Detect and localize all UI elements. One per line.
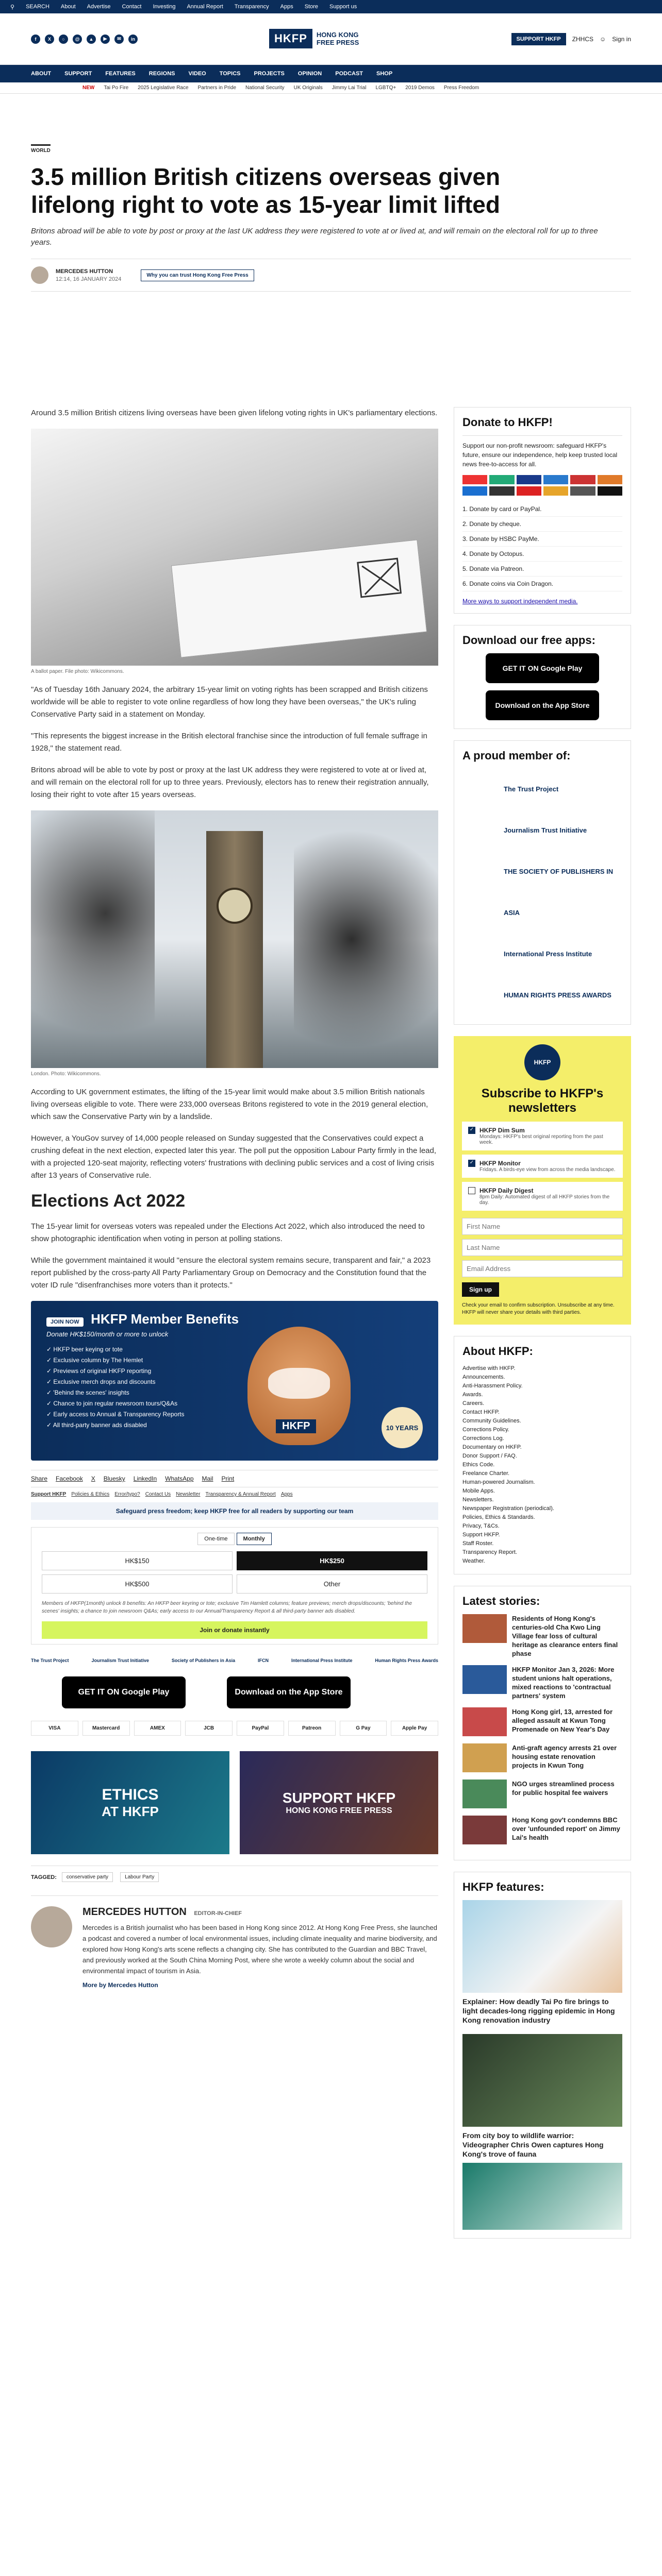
topbar-apps[interactable]: Apps [280,4,293,10]
logo-mark: HKFP [269,29,312,48]
article-footer-links [31,1492,438,1497]
about-link[interactable]: Advertise with HKFP. [462,1365,516,1371]
facebook-icon[interactable]: f [31,35,40,44]
footer-link[interactable]: Support HKFP [31,1492,67,1497]
google-play-button[interactable]: GET IT ON Google Play [62,1676,186,1708]
nav-opinion[interactable]: OPINION [297,71,322,77]
paragraph: However, a YouGov survey of 14,000 people released on Sunday suggested that the Conservatives could expect a crushing defeat in the next election, expected later this year. The poll put the opposition Labour Party firmly in the lead, with a projected 120-seat majority, reflecting voters' frustrations with declining public services and a cost of living crisis after 13 years of Conservative rule. [31,1134,437,1180]
donate-method[interactable]: 6. Donate coins via Coin Dragon. [462,577,622,591]
feature-image[interactable] [462,2034,622,2127]
ballot-cross-b [365,562,396,595]
credibility-badges [31,1658,438,1663]
user-icon[interactable]: ☺ [600,36,606,43]
app-store-row [62,1676,438,1708]
member-logo[interactable]: HUMAN RIGHTS PRESS AWARDS [504,991,611,999]
more-by-author-link[interactable]: More by Mercedes Hutton [82,1981,158,1989]
about-link[interactable]: Transparency Report. [462,1549,517,1555]
promo-subtitle: HONG KONG FREE PRESS [286,1806,392,1815]
donate-method[interactable]: 2. Donate by cheque. [462,517,622,532]
nav-about[interactable]: ABOUT [31,71,52,77]
footer-link[interactable]: Contact Us [145,1492,171,1497]
latest-story[interactable] [462,1614,622,1658]
x-icon[interactable]: X [45,35,54,44]
donation-widget [31,1527,438,1645]
apps-box [454,625,631,729]
unionpay-icon [598,475,622,484]
amount-option[interactable]: HK$500 [42,1574,233,1594]
paragraph: "As of Tuesday 16th January 2024, the arbitrary 15-year limit on voting rights has been scrapped and British citizens worldwide will be able to register to vote online regardless of how long they have been overseas," the UK's ruling Conservative Party said in a statement on Monday. [31,685,428,719]
signup-button[interactable]: Sign up [462,1282,499,1297]
first-name-input[interactable] [462,1218,623,1235]
benefit-item: ✓ Chance to join regular newsroom tours/Q&As [46,1400,178,1407]
story-thumbnail[interactable] [462,1816,507,1844]
about-link[interactable]: Corrections Log. [462,1435,504,1442]
benefit-item: ✓ All third-party banner ads disabled [46,1421,147,1429]
checkbox-checked-icon[interactable]: ✓ [468,1127,475,1134]
about-link[interactable]: Privacy, T&Cs. [462,1523,500,1529]
share-x[interactable]: X [91,1475,95,1482]
donate-method[interactable]: 5. Donate via Patreon. [462,562,622,577]
nav-topics[interactable]: TOPICS [219,71,241,77]
payment-logo: VISA [31,1721,78,1736]
feature-headline[interactable]: Explainer: How deadly Tai Po fire brings to light decades-long rigging epidemic in Hong Kong renovation industry [462,1997,615,2024]
latest-list [462,1614,622,1844]
banner-title: HKFP Member Benefits [91,1311,239,1327]
payment-logo: PayPal [237,1721,284,1736]
donate-text: Support our non-profit newsroom: safeguard HKFP's future, ensure our independence, help keep trusted local news free-to-access for all. [462,435,622,469]
visa-icon [517,475,541,484]
story-headline[interactable]: Hong Kong gov't condemns BBC over 'unfounded report' on Jimmy Lai's health [512,1816,620,1841]
latest-box [454,1586,631,1860]
amount-option[interactable]: HK$150 [42,1551,233,1570]
benefit-item: ✓ Exclusive merch drops and discounts [46,1378,156,1385]
newsletter-name: HKFP Daily Digest [479,1187,534,1194]
trending-item[interactable]: 2019 Demos [405,85,435,91]
big-ben-photo [31,810,438,1068]
trending-item[interactable]: LGBTQ+ [375,85,396,91]
amount-grid [42,1551,427,1594]
bio-avatar[interactable] [31,1906,72,1947]
tree-left-shape [31,810,155,1068]
trending-item[interactable]: UK Originals [293,85,323,91]
language-switch[interactable]: ZHHCS [572,36,594,43]
sidebar [454,407,631,2250]
top-utility-bar [0,0,662,13]
about-link[interactable]: Careers. [462,1400,485,1406]
about-link[interactable]: Anti-Harassment Policy. [462,1383,523,1389]
member-logo[interactable]: Journalism Trust Initiative [504,826,587,834]
applepay-icon [598,486,622,496]
header-actions [511,33,632,45]
about-link[interactable]: Support HKFP. [462,1532,500,1538]
paragraph: Britons abroad will be able to vote by post or proxy at the last UK address they were registered to vote at or lived at, and will remain on the electoral roll for up to three years. Previously, electors has to renew their registration annually, losing their right to vote after 15 years overseas. [31,766,429,799]
payment-logo: JCB [185,1721,233,1736]
logo-line-2: FREE PRESS [316,39,359,46]
ten-years-badge: 10 YEARS [382,1407,423,1448]
member-list [462,769,622,1016]
about-link[interactable]: Documentary on HKFP. [462,1444,522,1450]
donate-box [454,407,631,614]
share-whatsapp[interactable]: WhatsApp [165,1475,194,1482]
signin-link[interactable]: Sign in [612,36,631,43]
mascot-face [268,1368,330,1399]
newsletter-option[interactable] [462,1122,623,1150]
feature-headline[interactable]: From city boy to wildlife warrior: Videographer Chris Owen captures Hong Kong's trove of fauna [462,2131,604,2158]
footer-link[interactable]: Transparency & Annual Report [205,1492,276,1497]
mastercard-icon [462,475,487,484]
about-link[interactable]: Donor Support / FAQ. [462,1453,517,1459]
ballot-box-shape [357,558,402,598]
newsletter-name: HKFP Monitor [479,1160,521,1167]
topbar-support[interactable]: Support us [329,4,357,10]
bio-description: Mercedes is a British journalist who has been based in Hong Kong since 2012. At Hong Kong Free Press, she launched a podcast and covered a number of local environmental issues, including climate inequality and marine biodiversity, and explored how Hong Kong's arts scene reflects a changing city. She has contributed to the Guardian and BBC Travel, and previously worked at the South China Morning Post, where she wrote a weekly column about the social and environmental impact of tourism in Asia. [82,1924,437,1975]
benefit-item: ✓ Previews of original HKFP reporting [46,1367,152,1375]
gpay-icon [570,486,595,496]
last-name-input[interactable] [462,1239,623,1256]
nav-podcast[interactable]: PODCAST [335,71,363,77]
support-promo[interactable] [240,1751,438,1854]
payment-logo: Apple Pay [391,1721,438,1736]
newsletter-option-text [479,1160,615,1173]
story-headline[interactable]: HKFP Monitor Jan 3, 2026: More student unions halt operations, mixed reactions to 'contractual partners' system [512,1666,615,1700]
nav-support[interactable]: SUPPORT [64,71,92,77]
payment-logo: G Pay [340,1721,387,1736]
trust-project-badge[interactable]: The Trust Project [31,1658,69,1663]
author-bio [31,1895,438,1989]
ballot-photo [31,429,438,666]
support-heading: Safeguard press freedom; keep HKFP free for all readers by supporting our team [31,1502,438,1520]
trending-nav [0,82,662,94]
trending-item[interactable]: Tai Po Fire [104,85,129,91]
main-nav [0,65,662,82]
benefit-item: ✓ Exclusive column by The Hemlet [46,1357,143,1364]
site-header [0,13,662,65]
article-category[interactable]: WORLD [31,144,51,154]
share-bluesky[interactable]: Bluesky [103,1475,125,1482]
share-mail[interactable]: Mail [202,1475,213,1482]
ipi-badge[interactable]: International Press Institute [291,1658,353,1663]
banner-subtitle: Donate HK$150/month or more to unlock [46,1330,169,1338]
payme-icon [517,486,541,496]
bluesky-icon[interactable]: ▲ [87,35,96,44]
donate-method[interactable]: 3. Donate by HSBC PayMe. [462,532,622,547]
share-facebook[interactable]: Facebook [56,1475,83,1482]
article-header [31,144,631,292]
tagged-label: TAGGED: [31,1874,57,1880]
about-link[interactable]: Staff Roster. [462,1540,494,1547]
photo-caption: London. Photo: Wikicommons. [31,1071,101,1077]
about-link[interactable]: Contact HKFP. [462,1409,500,1415]
about-link[interactable]: Community Guidelines. [462,1418,521,1424]
linkedin-icon[interactable]: in [128,35,138,44]
paragraph: "This represents the biggest increase in the British electoral franchise since the introduction of full female suffrage in 1928," the statement read. [31,732,427,753]
amex-icon [543,475,568,484]
mascot-logo: HKFP [276,1419,316,1433]
story-thumbnail[interactable] [462,1665,507,1694]
share-linkedin[interactable]: LinkedIn [133,1475,157,1482]
latest-title: Latest stories: [462,1595,540,1607]
promo-subtitle: AT HKFP [102,1803,159,1819]
nav-projects[interactable]: PROJECTS [254,71,285,77]
story-headline[interactable]: Residents of Hong Kong's centuries-old Cha Kwo Ling Village fear loss of cultural heritage as clearance enters final phase [512,1615,618,1657]
about-link[interactable]: Announcements. [462,1374,505,1380]
about-box [454,1336,631,1574]
ballot-paper-shape [171,539,427,657]
story-thumbnail[interactable] [462,1707,507,1736]
join-now-badge[interactable]: JOIN NOW [46,1317,84,1327]
about-link[interactable]: Human-powered Journalism. [462,1479,535,1485]
newsletter-footnote: Check your email to confirm subscription. Unsubscribe at any time. HKFP will never share your details with third parties. [462,1302,615,1315]
jcb-icon [570,475,595,484]
checkbox-empty-icon[interactable] [468,1187,475,1194]
newsletter-desc: Fridays. A birds-eye view from across the media landscape. [479,1167,616,1173]
nav-features[interactable]: FEATURES [105,71,136,77]
jti-badge[interactable]: Journalism Trust Initiative [91,1658,149,1663]
payment-logo: Mastercard [82,1721,130,1736]
clock-face-shape [217,888,253,924]
about-title: About HKFP: [462,1345,533,1358]
latest-story[interactable] [462,1665,622,1700]
story-thumbnail[interactable] [462,1780,507,1808]
member-logo[interactable]: International Press Institute [504,950,592,958]
features-box [454,1872,631,2239]
donate-payment-icons [462,475,622,496]
more-ways-link[interactable]: More ways to support independent media. [462,598,578,605]
story-headline[interactable]: Hong Kong girl, 13, arrested for alleged assault at Kwun Tong Promenade on New Year's Day [512,1708,613,1733]
new-badge: NEW [82,85,95,91]
youtube-icon[interactable]: ▶ [101,35,110,44]
about-link[interactable]: Awards. [462,1392,483,1398]
paragraph: While the government maintained it would "ensure the electoral system remains secure, transparent and fair," a 2023 report published by the cross-party All Party Parliamentary Group on Democracy and the Constitution found that the voter ID rule "disenfranchises more voters than it protects." [31,1256,431,1290]
about-link[interactable]: Newspaper Registration (periodical). [462,1505,554,1512]
tree-right-shape [294,810,438,1068]
footer-link[interactable]: Apps [280,1492,293,1497]
newsletter-logo: HKFP [524,1044,560,1080]
article-body [31,407,438,1989]
email-icon[interactable]: ✉ [114,35,124,44]
trust-link[interactable]: Why you can trust Hong Kong Free Press [141,269,254,281]
logo-words [317,31,359,46]
about-link[interactable]: Newsletters. [462,1497,494,1503]
newsletter-box [454,1036,631,1325]
newsletter-name: HKFP Dim Sum [479,1127,525,1134]
about-link[interactable]: Ethics Code. [462,1462,495,1468]
nav-shop[interactable]: SHOP [376,71,393,77]
paragraph: The 15-year limit for overseas voters was repealed under the Elections Act 2022, which also introduced the need to show photographic identification when voting in person at polling stations. [31,1222,425,1243]
share-print[interactable]: Print [221,1475,235,1482]
ifcn-badge[interactable]: IFCN [258,1658,269,1663]
freq-one-time[interactable]: One-time [197,1533,234,1545]
payment-logo: AMEX [134,1721,181,1736]
threads-icon[interactable]: @ [73,35,82,44]
newsletter-desc: 8pm Daily: Automated digest of all HKFP stories from the day. [479,1194,610,1206]
email-input[interactable] [462,1260,623,1277]
photo-caption: A ballot paper. File photo: Wikicommons. [31,669,124,674]
member-box [454,740,631,1025]
footer-link[interactable]: Error/typo? [114,1492,140,1497]
about-link[interactable]: Mobile Apps. [462,1488,495,1494]
member-benefits-banner[interactable] [31,1301,438,1461]
about-link[interactable]: Freelance Charter. [462,1470,510,1477]
logo-line-1: HONG KONG [316,31,359,39]
amount-option-selected[interactable]: HK$250 [237,1551,427,1570]
bio-role: EDITOR-IN-CHIEF [194,1910,242,1917]
ethics-promo[interactable] [31,1751,229,1854]
topbar-store[interactable]: Store [304,4,319,10]
share-label: Share [31,1475,48,1482]
article-title: 3.5 million British citizens overseas given lifelong right to vote as 15-year limit lifted [31,163,501,218]
latest-story[interactable] [462,1780,622,1808]
newsletter-option[interactable] [462,1182,623,1211]
tag-chip[interactable]: Labour Party [120,1872,159,1882]
topbar-about[interactable]: About [60,4,76,10]
frequency-toggle [42,1533,427,1545]
author-name[interactable]: MERCEDES HUTTON [56,268,113,275]
freq-monthly[interactable]: Monthly [237,1533,272,1545]
tower-shape [206,831,263,1068]
benefit-item: ✓ 'Behind the scenes' insights [46,1389,129,1396]
social-links [31,35,138,44]
story-headline[interactable]: Anti-graft agency arrests 21 over housing estate renovation projects in Kwun Tong [512,1744,617,1769]
donate-method[interactable]: 4. Donate by Octopus. [462,547,622,562]
card-icon [489,475,514,484]
join-donate-button[interactable]: Join or donate instantly [42,1621,427,1639]
member-title: A proud member of: [462,749,571,762]
about-link[interactable]: Policies, Ethics & Standards. [462,1514,535,1520]
payment-logo: Patreon [288,1721,336,1736]
feature-image[interactable] [462,1900,622,1993]
about-list [462,1364,622,1566]
donate-methods [462,502,622,591]
article-lead: Britons abroad will be able to vote by post or proxy at the last UK address they were registered to vote at or lived at, and will remain on the electoral roll for up to three years. [31,227,598,247]
topbar-advertise[interactable]: Advertise [87,4,111,10]
checkbox-checked-icon[interactable]: ✓ [468,1160,475,1167]
promo-title: SUPPORT HKFP [282,1790,396,1806]
latest-story[interactable] [462,1743,622,1772]
topbar-contact[interactable]: Contact [122,4,142,10]
support-hkfp-button[interactable]: SUPPORT HKFP [511,33,566,45]
payment-methods [31,1721,438,1736]
benefit-item: ✓ Early access to Annual & Transparency Reports [46,1411,185,1418]
apps-title: Download our free apps: [462,634,595,647]
newsletter-option-text [479,1187,617,1206]
features-title: HKFP features: [462,1880,544,1893]
author-avatar[interactable] [31,266,48,284]
member-logo[interactable]: THE SOCIETY OF PUBLISHERS IN ASIA [504,868,614,917]
benefit-item: ✓ HKFP beer keying or tote [46,1346,123,1353]
about-link[interactable]: Corrections Policy. [462,1427,509,1433]
promo-title: ETHICS [102,1786,159,1803]
footer-link[interactable]: Policies & Ethics [71,1492,110,1497]
search-icon[interactable]: ⚲ [10,4,15,10]
paragraph: Around 3.5 million British citizens living overseas have been given lifelong voting rights in UK's parliamentary elections. [31,409,438,417]
story-thumbnail[interactable] [462,1614,507,1643]
footer-link[interactable]: Newsletter [176,1492,201,1497]
trending-item[interactable]: 2025 Legislative Race [138,85,189,91]
paragraph: According to UK government estimates, the lifting of the 15-year limit would make about 3.5 million British nationals living overseas eligible to vote. There were 233,000 overseas Britons registered to vote in the 2019 general election, which saw the Conservative Party win by a landslide. [31,1088,428,1121]
amount-other[interactable]: Other [237,1574,427,1594]
sidebar-google-play[interactable]: GET IT ON Google Play [486,653,599,683]
deer-mascot [247,1327,351,1445]
share-bar [31,1470,438,1487]
sopa-badge[interactable]: Society of Publishers in Asia [171,1658,236,1663]
trending-item[interactable]: National Security [245,85,285,91]
bio-text-block [82,1906,438,1989]
newsletter-title: Subscribe to HKFP's newsletters [481,1087,604,1115]
topbar-search[interactable]: SEARCH [26,4,49,10]
byline-text [56,268,121,282]
feature-image[interactable] [462,2163,622,2230]
byline [31,259,631,292]
sidebar-app-store[interactable]: Download on the App Store [486,690,599,720]
about-link[interactable]: Weather. [462,1558,485,1564]
tag-row [31,1866,438,1882]
donate-title: Donate to HKFP! [462,416,553,429]
nav-video[interactable]: VIDEO [188,71,206,77]
section-heading: Elections Act 2022 [31,1191,186,1211]
newsletter-option[interactable] [462,1155,623,1178]
app-store-button[interactable]: Download on the App Store [227,1676,351,1708]
article-date: 12:14, 16 JANUARY 2024 [56,276,122,282]
paypal-icon [489,486,514,496]
site-logo[interactable] [269,29,359,48]
story-thumbnail[interactable] [462,1743,507,1772]
topbar-annual-report[interactable]: Annual Report [187,4,223,10]
nav-regions[interactable]: REGIONS [148,71,175,77]
newsletter-desc: Mondays: HKFP's best original reporting from the past week. [479,1134,603,1145]
latest-story[interactable] [462,1816,622,1844]
newsletter-option-text [479,1127,617,1145]
trending-item[interactable]: Press Freedom [443,85,479,91]
latest-story[interactable] [462,1707,622,1736]
hrpa-badge[interactable]: Human Rights Press Awards [375,1658,438,1663]
octopus-icon [543,486,568,496]
instagram-icon[interactable]: ○ [59,35,68,44]
donate-method[interactable]: 1. Donate by card or PayPal. [462,502,622,517]
trending-item[interactable]: Jimmy Lai Trial [332,85,367,91]
member-logo[interactable]: The Trust Project [504,785,559,793]
alipay-icon [462,486,487,496]
trending-item[interactable]: Partners in Pride [197,85,237,91]
topbar-transparency[interactable]: Transparency [234,4,269,10]
member-note: Members of HKFP(1month) unlock 8 benefits: An HKFP beer keyring or tote; exclusive Tim Hamlett columns; feature previews; merch drops/discounts; 'behind the scenes' insights; a chance to join newsroom Q&As; early access to our Annual/Transparency Report & all third-party banner ads disabled. [42,1601,412,1614]
tag-chip[interactable]: conservative party [62,1872,113,1882]
promo-cards [31,1751,438,1854]
story-headline[interactable]: NGO urges streamlined process for public hospital fee waivers [512,1780,615,1797]
benefit-list [46,1344,423,1431]
topbar-investing[interactable]: Investing [153,4,176,10]
bio-name[interactable]: MERCEDES HUTTON [82,1906,187,1918]
